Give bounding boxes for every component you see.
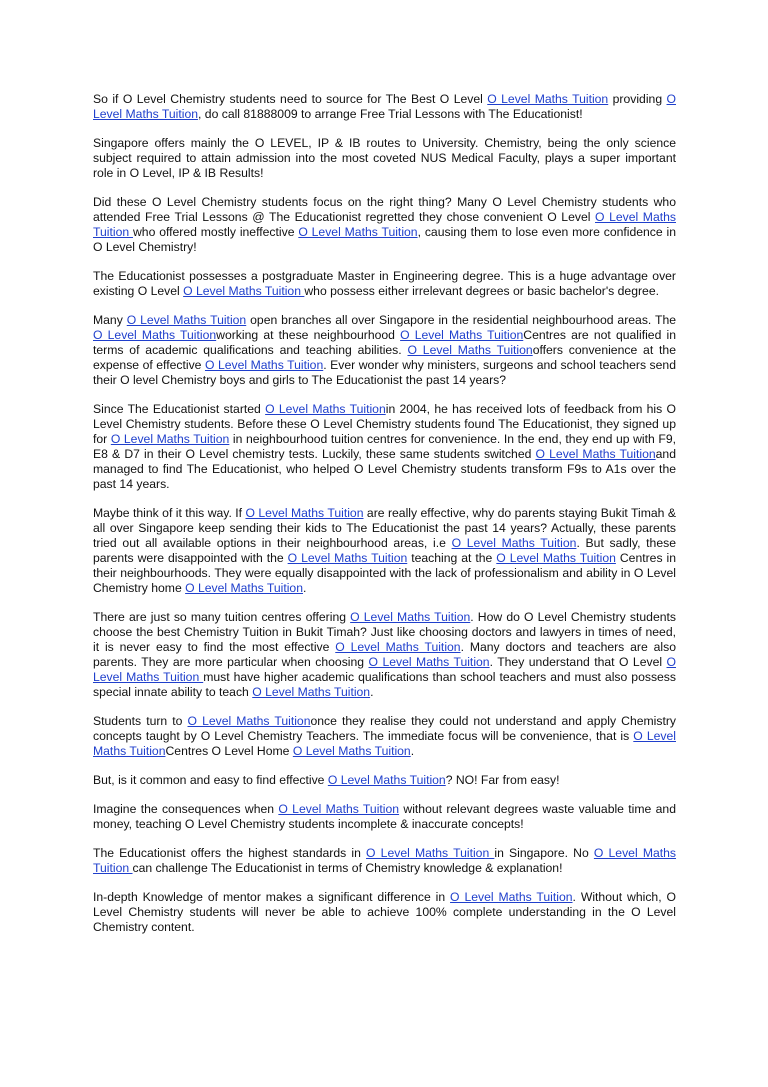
paragraph xyxy=(93,610,676,700)
paragraph xyxy=(93,269,676,299)
tuition-link[interactable]: O Level Maths Tuition xyxy=(368,655,490,669)
text-run: . Ever wonder why ministers, surgeons and school teachers send their O level Chemistry boys and girls to The Educationist the past 14 years? xyxy=(93,358,676,387)
text-run: There are just so many tuition centres offering xyxy=(93,610,351,624)
tuition-link[interactable]: O Level Maths Tuition xyxy=(93,92,676,121)
text-run: Since The Educationist started xyxy=(93,402,266,416)
tuition-link[interactable]: O Level Maths Tuition xyxy=(183,284,305,298)
paragraph xyxy=(93,890,676,935)
text-run: in 2004, he has received lots of feedback from his O Level Chemistry students. Before these O Level Chemistry students found The Educationist, they signed up for xyxy=(93,402,676,446)
paragraph xyxy=(93,506,676,596)
text-run: Maybe think of it this way. If xyxy=(93,506,246,520)
text-run: Centres in their neighbourhoods. They were equally disappointed with the lack of professionalism and ability in O Level Chemistry home xyxy=(93,551,676,595)
tuition-link[interactable]: O Level Maths Tuition xyxy=(407,343,533,357)
paragraph xyxy=(93,714,676,759)
text-run: . They understand that O Level xyxy=(489,655,667,669)
text-run: , do call 81888009 to arrange Free Trial Lessons with The Educationist! xyxy=(198,107,583,121)
text-run: . Many doctors and teachers are also parents. They are more particular when choosing xyxy=(93,640,676,669)
text-run: Many xyxy=(93,313,127,327)
paragraph xyxy=(93,136,676,181)
text-run: and managed to find The Educationist, who helped O Level Chemistry students transform F9s to A1s over the past 14 years. xyxy=(93,447,676,491)
tuition-link[interactable]: O Level Maths Tuition xyxy=(93,655,676,684)
tuition-link[interactable]: O Level Maths Tuition xyxy=(327,773,446,787)
text-run: are really effective, why do parents staying Bukit Timah & all over Singapore keep sending their kids to The Educationist the past 14 years? Actually, these parents tried out all available options in their neighbourhood areas, i.e xyxy=(93,506,676,550)
tuition-link[interactable]: O Level Maths Tuition xyxy=(487,92,609,106)
text-run: So if O Level Chemistry students need to source for The Best O Level xyxy=(93,92,488,106)
tuition-link[interactable]: O Level Maths Tuition xyxy=(335,640,461,654)
tuition-link[interactable]: O Level Maths Tuition xyxy=(93,210,676,239)
tuition-link[interactable]: O Level Maths Tuition xyxy=(496,551,616,565)
paragraph xyxy=(93,802,676,832)
text-run: The Educationist offers the highest standards in xyxy=(93,846,367,860)
text-run: once they realise they could not understand and apply Chemistry concepts taught by O Level Chemistry Teachers. The immediate focus will be convenience, that is xyxy=(93,714,676,743)
paragraph xyxy=(93,313,676,388)
text-run: working at these neighbourhood xyxy=(216,328,401,342)
text-run: who possess either irrelevant degrees or basic bachelor's degree. xyxy=(304,284,659,298)
text-run: Singapore offers mainly the O LEVEL, IP & IB routes to University. Chemistry, being the only science subject required to attain admission into the most coveted NUS Medical Faculty, plays a super important role in O Level, IP & IB Results! xyxy=(93,136,676,180)
text-run: . But sadly, these parents were disappointed with the xyxy=(93,536,676,565)
tuition-link[interactable]: O Level Maths Tuition xyxy=(204,358,324,372)
document-page xyxy=(93,92,676,949)
paragraph xyxy=(93,846,676,876)
paragraph xyxy=(93,195,676,255)
text-run: . Without which, O Level Chemistry students will never be able to achieve 100% complete understanding in the O Level Chemistry content. xyxy=(93,890,676,934)
text-run: without relevant degrees waste valuable time and money, teaching O Level Chemistry students incomplete & inaccurate concepts! xyxy=(93,802,676,831)
tuition-link[interactable]: O Level Maths Tuition xyxy=(366,846,495,860)
text-run: , causing them to lose even more confidence in O Level Chemistry! xyxy=(93,225,677,254)
paragraph xyxy=(93,773,676,788)
tuition-link[interactable]: O Level Maths Tuition xyxy=(110,432,230,446)
tuition-link[interactable]: O Level Maths Tuition xyxy=(535,447,656,461)
tuition-link[interactable]: O Level Maths Tuition xyxy=(93,846,677,875)
text-run: But, is it common and easy to find effective xyxy=(93,773,328,787)
text-run: providing xyxy=(608,92,667,106)
text-run: Centres O Level Home xyxy=(165,744,293,758)
tuition-link[interactable]: O Level Maths Tuition xyxy=(93,729,676,758)
tuition-link[interactable]: O Level Maths Tuition xyxy=(350,610,471,624)
tuition-link[interactable]: O Level Maths Tuition xyxy=(265,402,386,416)
tuition-link[interactable]: O Level Maths Tuition xyxy=(450,890,573,904)
text-run: must have higher academic qualifications than school teachers and must also possess special innate ability to teach xyxy=(93,670,676,699)
text-run: offers convenience at the expense of effective xyxy=(93,343,676,372)
text-run: can challenge The Educationist in terms of Chemistry knowledge & explanation! xyxy=(132,861,563,875)
paragraph xyxy=(93,92,676,122)
text-run: who offered mostly ineffective xyxy=(132,225,299,239)
text-run: Imagine the consequences when xyxy=(93,802,279,816)
tuition-link[interactable]: O Level Maths Tuition xyxy=(252,685,371,699)
text-run: open branches all over Singapore in the residential neighbourhood areas. The xyxy=(246,313,677,327)
text-run: in neighbourhood tuition centres for convenience. In the end, they end up with F9, E8 & D7 in their O Level chemistry tests. Luckily, these same students switched xyxy=(93,432,677,461)
text-run: . xyxy=(410,744,415,758)
tuition-link[interactable]: O Level Maths Tuition xyxy=(245,506,364,520)
tuition-link[interactable]: O Level Maths Tuition xyxy=(187,714,311,728)
text-run: . xyxy=(302,581,307,595)
text-run: teaching at the xyxy=(407,551,497,565)
tuition-link[interactable]: O Level Maths Tuition xyxy=(93,328,217,342)
tuition-link[interactable]: O Level Maths Tuition xyxy=(292,744,411,758)
text-run: ? NO! Far from easy! xyxy=(445,773,560,787)
text-run: In-depth Knowledge of mentor makes a significant difference in xyxy=(93,890,451,904)
text-run: . How do O Level Chemistry students choose the best Chemistry Tuition in Bukit Timah? Just like choosing doctors and lawyers in times of need, it is never easy to find the most effective xyxy=(93,610,676,654)
text-run: Did these O Level Chemistry students focus on the right thing? Many O Level Chemistry students who attended Free Trial Lessons @ The Educationist regretted they chose convenient O Level xyxy=(93,195,676,224)
text-run: . xyxy=(370,685,374,699)
tuition-link[interactable]: O Level Maths Tuition xyxy=(400,328,524,342)
text-run: in Singapore. No xyxy=(494,846,594,860)
text-run: The Educationist possesses a postgraduate Master in Engineering degree. This is a huge advantage over existing O Level xyxy=(93,269,676,298)
tuition-link[interactable]: O Level Maths Tuition xyxy=(126,313,247,327)
tuition-link[interactable]: O Level Maths Tuition xyxy=(451,536,577,550)
tuition-link[interactable]: O Level Maths Tuition xyxy=(287,551,408,565)
tuition-link[interactable]: O Level Maths Tuition xyxy=(185,581,303,595)
paragraph xyxy=(93,402,676,492)
text-run: Centres are not qualified in terms of academic qualifications and teaching abilities. xyxy=(93,328,676,357)
tuition-link[interactable]: O Level Maths Tuition xyxy=(298,225,418,239)
tuition-link[interactable]: O Level Maths Tuition xyxy=(278,802,400,816)
text-run: Students turn to xyxy=(93,714,188,728)
